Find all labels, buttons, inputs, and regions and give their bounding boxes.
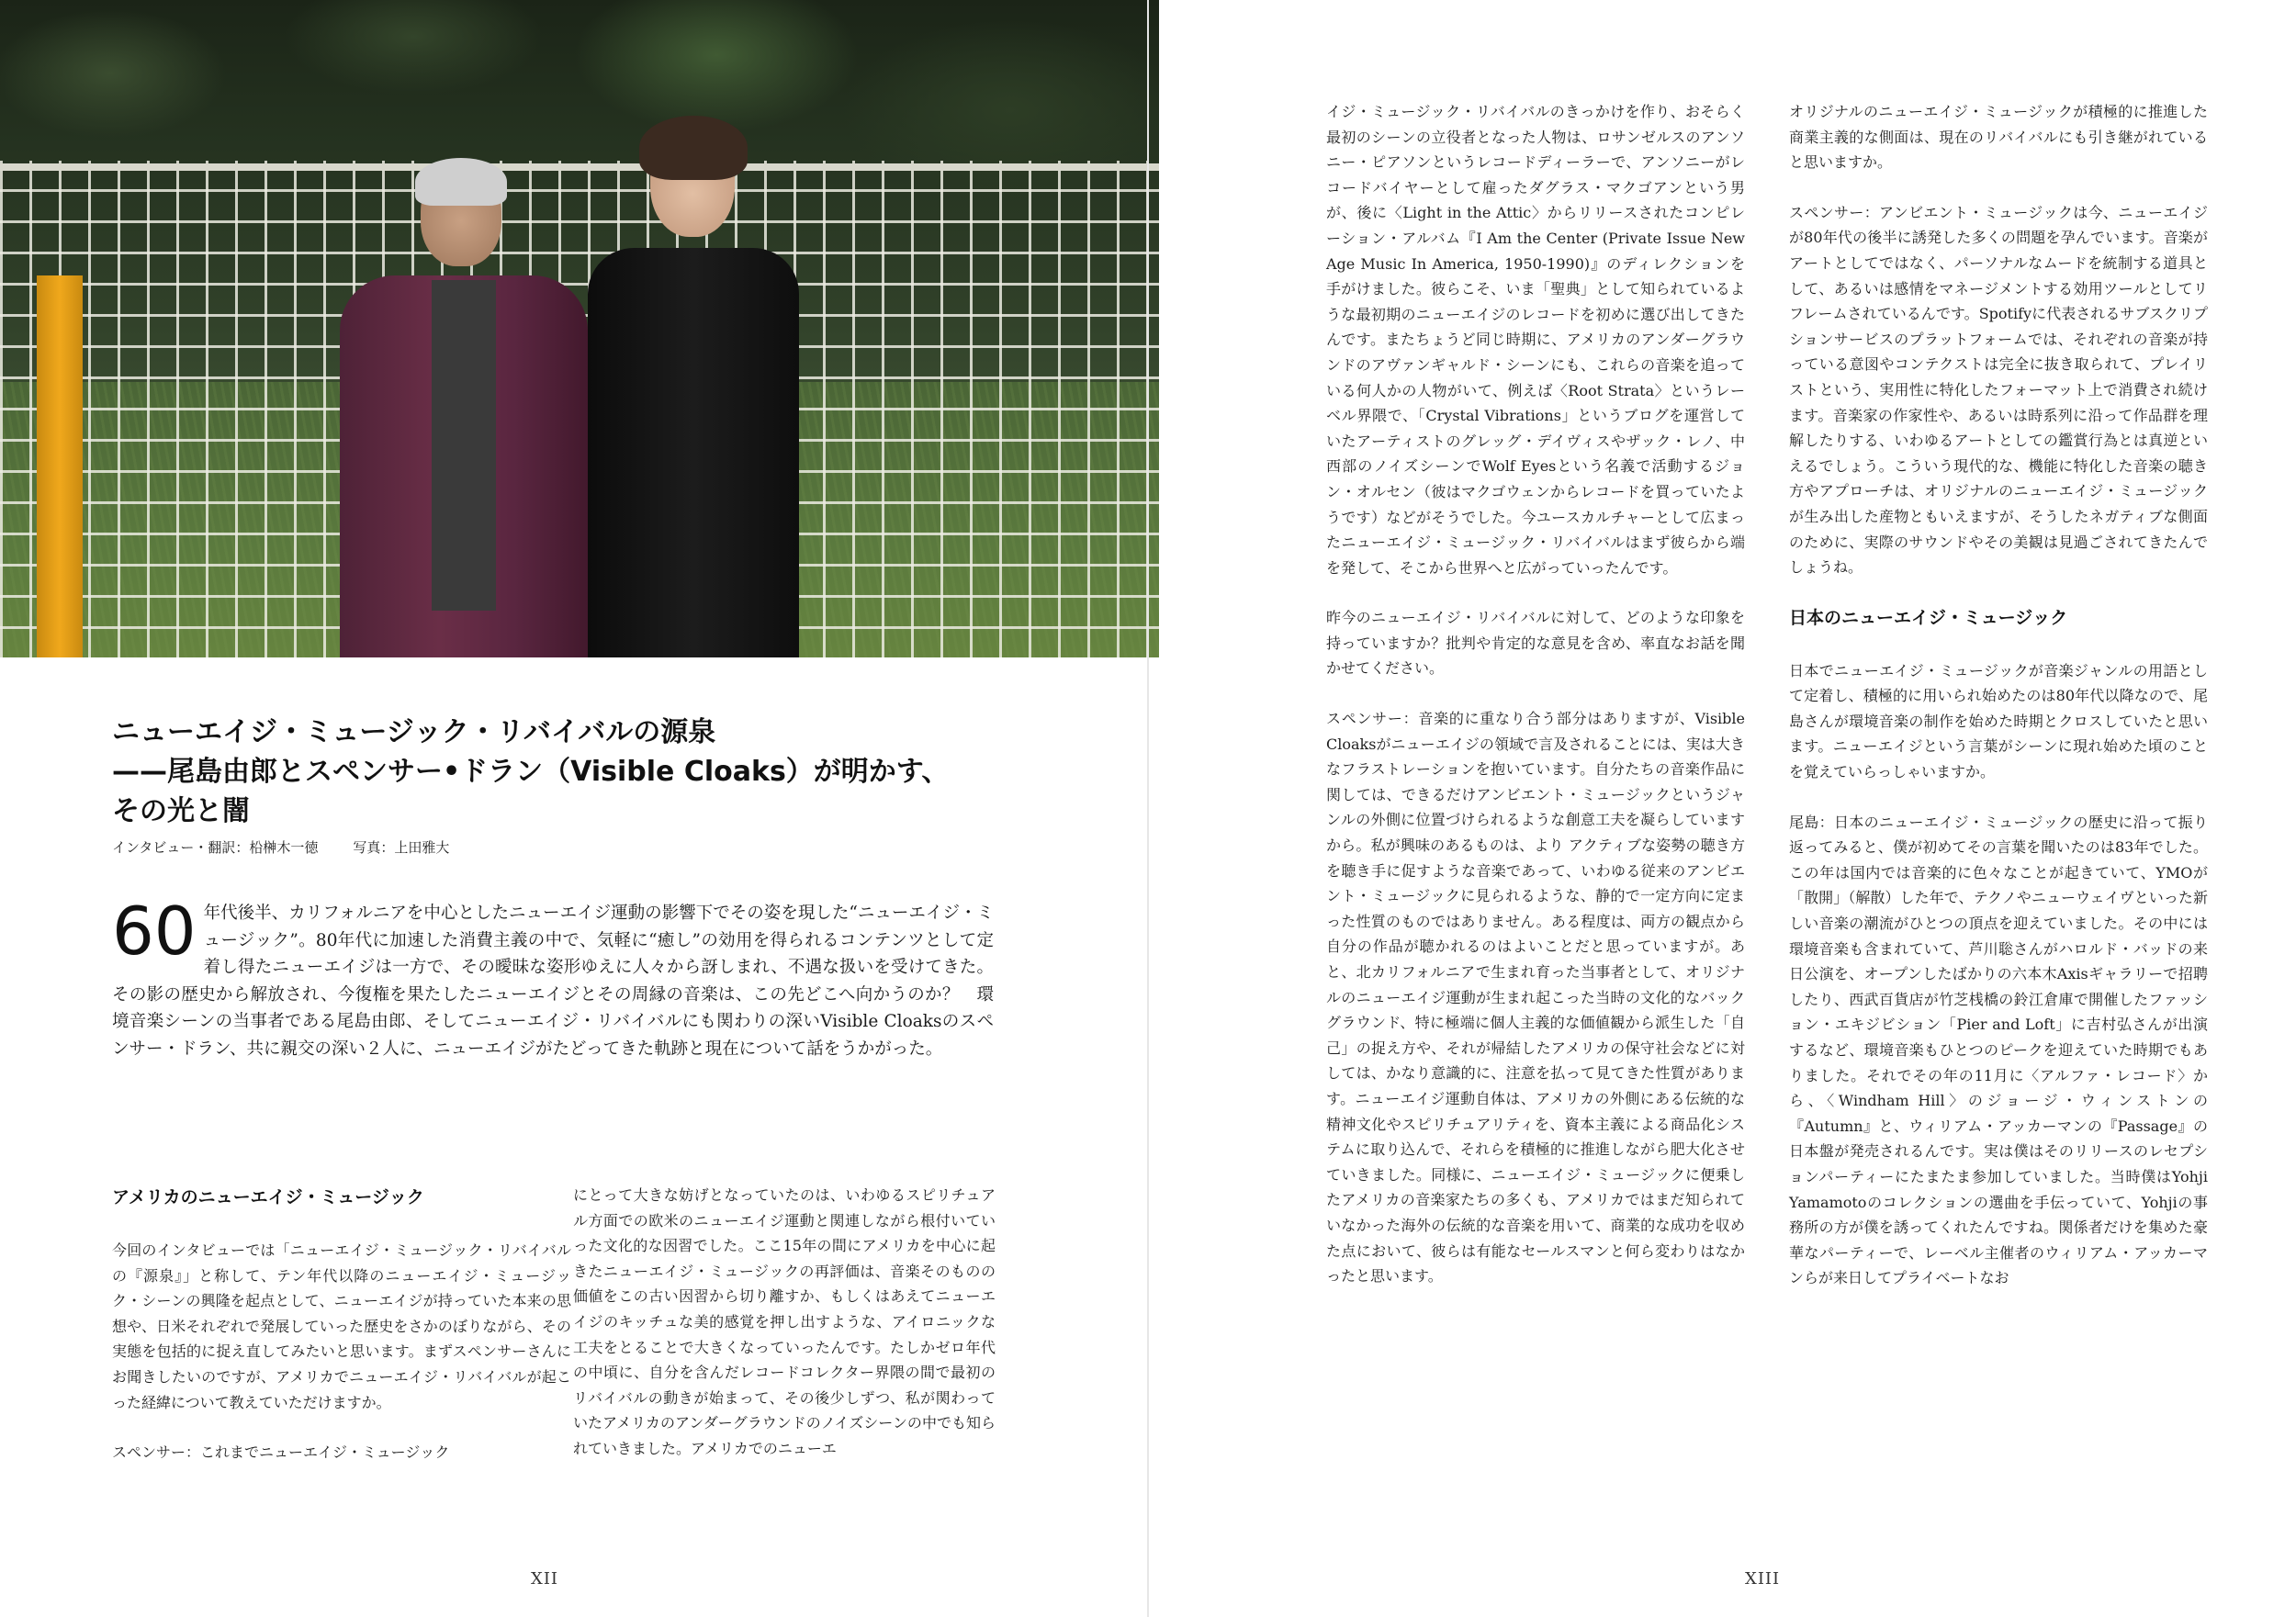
- lead-text: 年代後半、カリフォルニアを中心としたニューエイジ運動の影響下でその姿を現した“ニューエイジ・ミュージック”。80年代に加速した消費主義の中で、気軽に“癒し”の効用を得られるコンテンツとして定着し得たニューエイジは一方で、その曖昧な姿形ゆえに人々から訝しまれ、不遇な扱いを受けてきた。その影の歴史から解放され、今復権を果たしたニューエイジとその周縁の音楽は、この先どこへ向かうのか？ 環境音楽シーンの当事者である尾島由郎、そしてニューエイジ・リバイバルにも関わりの深いVisible Cloaksのスペンサー・ドラン、共に親交の深い２人に、ニューエイジがたどってきた軌跡と現在について話をうかがった。: [112, 904, 994, 1059]
- person-left-shirt: [432, 280, 496, 611]
- person-right-body: [588, 248, 799, 657]
- paragraph: にとって大きな妨げとなっていたのは、いわゆるスピリチュアル方面での欧米のニューエイジ運動と関連しながら根付いていった文化的な因習でした。ここ15年の間にアメリカを中心に起きたニューエイジ・ミュージックの再評価は、音楽そのものの価値をこの古い因習から切り離すか、もしくはあえてニューエイジのキッチュな美的感覚を押し出すような、アイロニックな工夫をとることで大きくなっていったんです。たしかゼロ年代の中頃に、自分を含んだレコードコレクター界隈の間で最初のリバイバルの動きが始まって、その後少しずつ、私が関わっていたアメリカのアンダーグラウンドのノイズシーンの中でも知られていきました。アメリカでのニューエ: [573, 1186, 996, 1457]
- right-column-2: [1789, 99, 2208, 1316]
- headline-line-2: ——尾島由郎とスペンサー•ドラン（Visible Cloaks）が明かす、: [112, 756, 950, 788]
- credit-interview: インタビュー・翻訳：柗榊木一徳: [112, 839, 319, 856]
- section-title-america: アメリカのニューエイジ・ミュージック: [112, 1187, 424, 1207]
- lead-drop-numeral: 60: [112, 893, 197, 970]
- left-column-1: [112, 1185, 571, 1490]
- paragraph: スペンサー：これまでニューエイジ・ミュージック: [112, 1443, 450, 1462]
- headline-line-1: ニューエイジ・ミュージック・リバイバルの源泉: [112, 716, 716, 748]
- yellow-post: [37, 275, 83, 657]
- paragraph: スペンサー：音楽的に重なり合う部分はありますが、Visible Cloaksがニューエイジの領域で言及されることには、実は大きなフラストレーションを抱いています。自分たちの音楽作品に関しては、できるだけアンビエント・ミュージックというジャンルの外側に位置づけられるような創意工夫を凝らしていますから。私が興味のあるものは、より アクティブな姿勢の聴き方を聴き手に促すような音楽であって、いわゆる従来のアンビエント・ミュージックに見られるような、静的で一定方向に定まった性質のものではありません。ある程度は、両方の観点から自分の作品が聴かれるのはよいことだと思っていますが。あと、北カリフォルニアで生まれ育った当事者として、オリジナルのニューエイジ運動が生まれ起こった当時の文化的なバックグラウンド、特に極端に個人主義的な価値観から派生した「自己」の捉え方や、それが帰結したアメリカの保守社会などに対しては、かなり意識的に、注意を払って見てきた性質があります。ニューエイジ運動自体は、アメリカの外側にある伝統的な精神文化やスピリチュアリティを、資本主義による商品化システムに取り込んで、それらを積極的に推進しながら肥大化させていきました。同様に、ニューエイジ・ミュージックに便乗したアメリカの音楽家たちの多くも、アメリカではまだ知られていなかった海外の伝統的な音楽を用いて、商業的な成功を収めた点において、彼らは有能なセールスマンと何ら変わりはなかったと思います。: [1326, 710, 1745, 1286]
- paragraph: スペンサー：アンビエント・ミュージックは今、ニューエイジが80年代の後半に誘発した多くの問題を孕んでいます。音楽がアートとしてではなく、パーソナルなムードを統制する道具として、あるいは感情をマネージメントする効用ツールとしてリフレームされているんです。Spotifyに代表されるサブスクリプションサービスのプラットフォームでは、それぞれの音楽が持っている意図やコンテクストは完全に抜き取られて、プレイリストという、実用性に特化したフォーマット上で消費され続けます。音楽家の作家性や、あるいは時系列に沿って作品群を理解したりする、いわゆるアートとしての鑑賞行為とは真逆といえるでしょう。こういう現代的な、機能に特化した音楽の聴き方やアプローチは、オリジナルのニューエイジ・ミュージックが生み出した産物ともいえますが、そうしたネガティブな側面のために、実際のサウンドやその美観は見過ごされてきたんでしょうね。: [1789, 203, 2208, 577]
- paragraph: 昨今のニューエイジ・リバイバルに対して、どのような印象を持っていますか？批判や肯定的な意見を含め、率直なお話を聞かせてください。: [1326, 609, 1745, 678]
- person-right-hair: [639, 116, 748, 180]
- article-headline: [112, 713, 1086, 831]
- page-gutter: [1147, 0, 1149, 1617]
- page-number-right: XIII: [1745, 1569, 1781, 1589]
- paragraph: 日本でニューエイジ・ミュージックが音楽ジャンルの用語として定着し、積極的に用いられ始めたのは80年代以降なので、尾島さんが環境音楽の制作を始めた時期とクロスしていたと思います。ニューエイジという言葉がシーンに現れ始めた頃のことを覚えていらっしゃいますか。: [1789, 661, 2208, 781]
- headline-line-3: その光と闇: [112, 795, 250, 827]
- lead-paragraph: [112, 893, 994, 1062]
- article-credit: [112, 837, 449, 857]
- paragraph: 尾島：日本のニューエイジ・ミュージックの歴史に沿って振り返ってみると、僕が初めてその言葉を聞いたのは83年でした。この年は国内では音楽的に色々なことが起きていて、YMOが「散開」（解散）した年で、テクノやニューウェイヴといった新しい音楽の潮流がひとつの頂点を迎えていました。その中には環境音楽も含まれていて、芦川聡さんがハロルド・バッドの来日公演を、オープンしたばかりの六本木Axisギャラリーで招聘したり、西武百貨店が竹芝桟橋の鈴江倉庫で開催したファッション・エキジビション「Pier and Loft」に吉村弘さんが出演するなど、環境音楽もひとつのピークを迎えていた時期でもありました。それでその年の11月に〈アルファ・レコード〉から、〈Windham Hill〉のジョージ・ウィンストンの『Autumn』と、ウィリアム・アッカーマンの『Passage』の日本盤が発売されるんです。実は僕はそのリリースのレセプションパーティーにたまたま参加していました。当時僕はYohji Yamamotoのコレクションの選曲を手伝っていて、Yohjiの事務所の方が僕を誘ってくれたんですね。関係者だけを集めた豪華なパーティーで、レーベル主催者のウィリアム・アッカーマンらが来日してプライベートなお: [1789, 813, 2208, 1287]
- portrait-photo: [0, 0, 1159, 657]
- page-number-left: XII: [531, 1569, 559, 1589]
- person-left: [331, 165, 606, 657]
- paragraph: 今回のインタビューでは「ニューエイジ・ミュージック・リバイバルの『源泉』」と称して、テン年代以降のニューエイジ・ミュージック・シーンの興隆を起点として、ニューエイジが持っていた本来の思想や、日米それぞれで発展していった歴史をさかのぼりながら、その実態を包括的に捉え直してみたいと思います。まずスペンサーさんにお聞きしたいのですが、アメリカでニューエイジ・リバイバルが起こった経緯について教えていただけますか。: [112, 1241, 571, 1411]
- person-left-hair: [415, 158, 507, 206]
- left-column-2: [573, 1183, 996, 1487]
- paragraph: オリジナルのニューエイジ・ミュージックが積極的に推進した商業主義的な側面は、現在のリバイバルにも引き継がれていると思いますか。: [1789, 103, 2208, 172]
- paragraph: イジ・ミュージック・リバイバルのきっかけを作り、おそらく最初のシーンの立役者となった人物は、ロサンゼルスのアンソニー・ピアソンというレコードディーラーで、アンソニーがレコードバイヤーとして雇ったダグラス・マクゴアンという男が、後に〈Light in the Attic〉からリリースされたコンピレーション・アルバム『I Am the Center (Private Issue New Age Music In America, 1950-1990)』のディレクションを手がけました。彼らこそ、いま「聖典」として知られているような最初期のニューエイジのレコードを初めに選び出してきたんです。またちょうど同じ時期に、アメリカのアンダーグラウンドのアヴァンギャルド・シーンにも、これらの音楽を追っている何人かの人物がいて、例えば〈Root Strata〉というレーベル界隈で、「Crystal Vibrations」というブログを運営していたアーティストのグレッグ・デイヴィスやザック・レノ、中西部のノイズシーンでWolf Eyesという名義で活動するジョン・オルセン（彼はマクゴウェンからレコードを買っていたようです）などがそうでした。今ユースカルチャーとして広まったニューエイジ・ミュージック・リバイバルはまず彼らから端を発して、そこから世界へと広がっていったんです。: [1326, 103, 1745, 577]
- right-column-1: [1326, 99, 1745, 1314]
- section-title-japan: 日本のニューエイジ・ミュージック: [1789, 607, 2068, 628]
- person-right: [588, 129, 808, 657]
- credit-photo: 写真：上田雅大: [353, 839, 450, 856]
